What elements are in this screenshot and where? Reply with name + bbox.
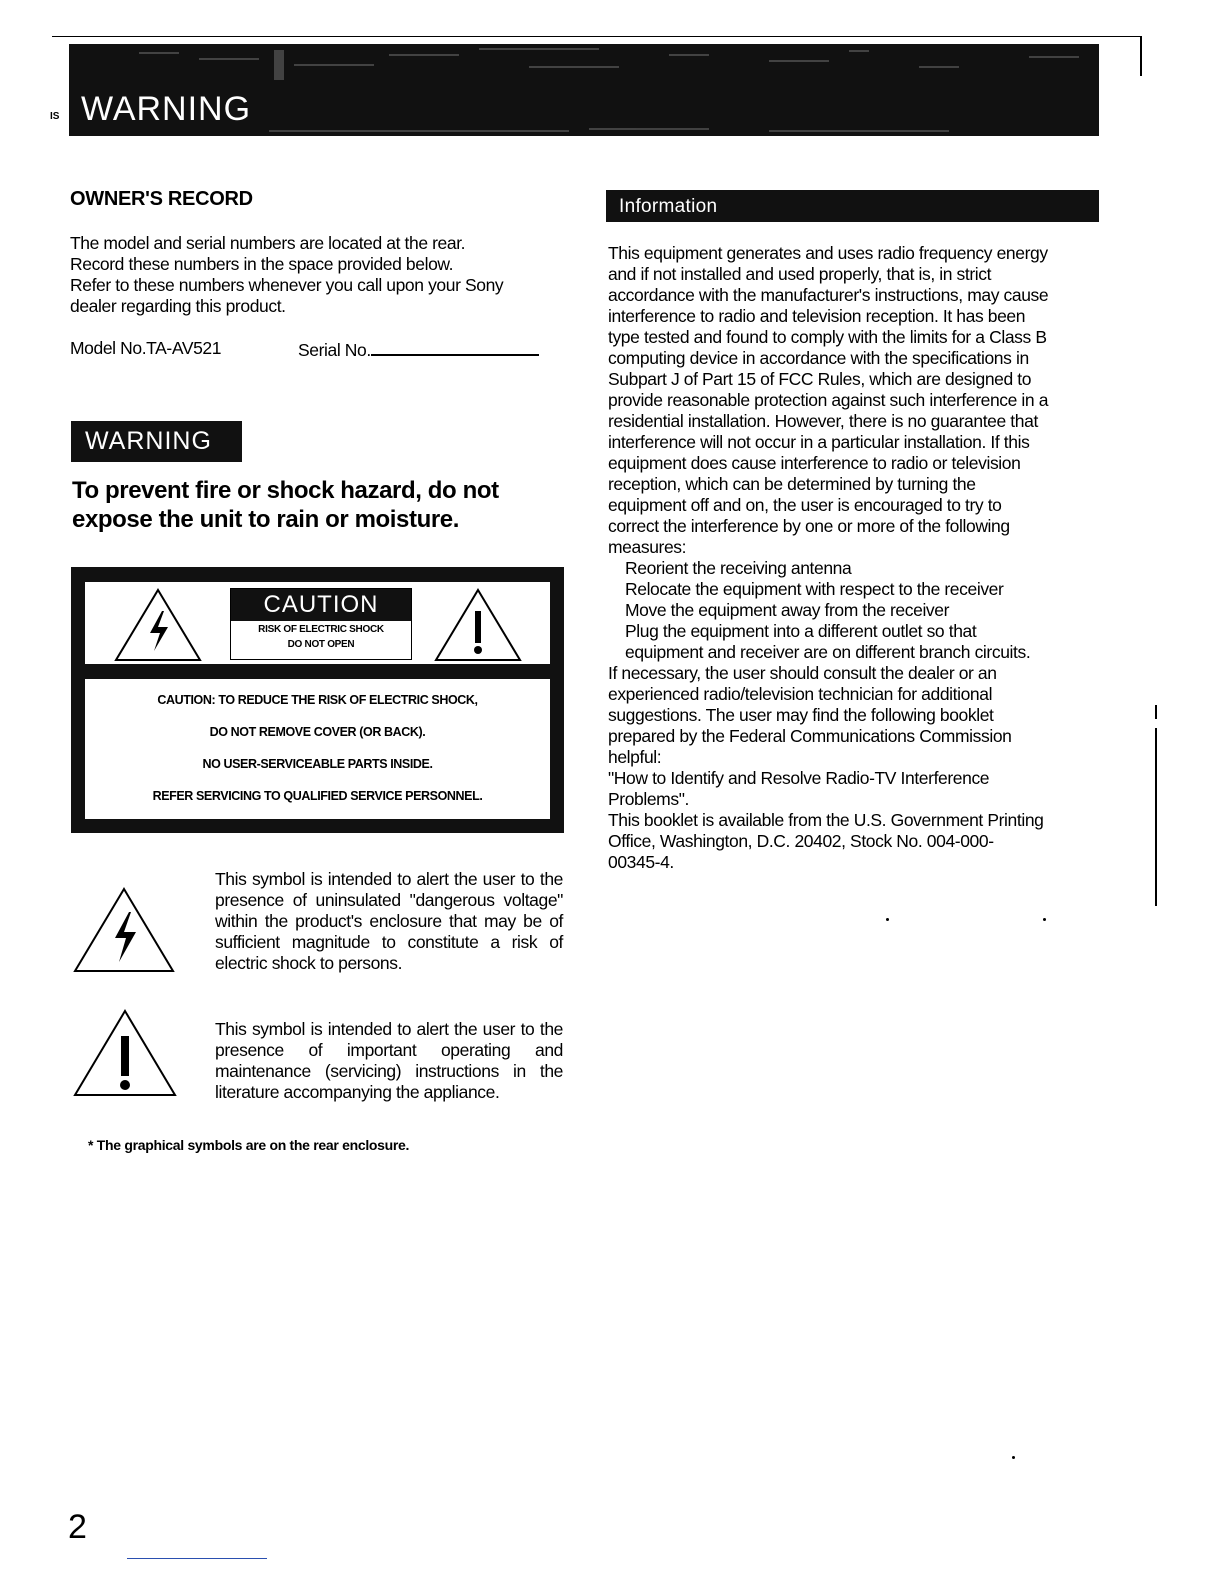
info-line: If necessary, the user should consult the dealer or an [608, 663, 997, 683]
info-line: correct the interference by one or more of the following [608, 516, 1010, 536]
info-line: and if not installed and used properly, that is, in strict [608, 264, 992, 284]
serial-field [298, 338, 539, 361]
serial-label: Serial No. [298, 340, 371, 360]
scan-speck [1043, 918, 1046, 921]
caution-label-line: RISK OF ELECTRIC SHOCK [258, 624, 384, 635]
header-banner [69, 44, 1099, 136]
model-number: Model No.TA-AV521 [70, 338, 222, 358]
owners-record-heading: OWNER'S RECORD [70, 188, 253, 210]
info-line: experienced radio/television technician for additional [608, 684, 993, 704]
caution-line: NO USER-SERVICEABLE PARTS INSIDE. [202, 757, 433, 771]
caution-line: REFER SERVICING TO QUALIFIED SERVICE PERSONNEL. [152, 789, 483, 803]
info-line: Office, Washington, D.C. 20402, Stock No. 004-000- [608, 831, 994, 851]
margin-change-bar [1155, 705, 1157, 719]
caution-text-area [85, 679, 550, 819]
information-label: Information [606, 190, 1099, 222]
serial-blank-line [371, 338, 539, 356]
caution-label-title: CAUTION [231, 589, 411, 621]
warning-statement [72, 476, 552, 534]
info-line: type tested and found to comply with the limits for a Class B [608, 327, 1047, 347]
caution-label-line: DO NOT OPEN [287, 639, 355, 650]
measure-item-continuation: equipment and receiver are on different branch circuits. [625, 642, 1031, 662]
owners-record-line: Refer to these numbers whenever you call upon your Sony [70, 275, 504, 295]
info-line: measures: [608, 537, 687, 557]
caution-label-area [85, 582, 550, 664]
top-rule-tick [1140, 36, 1142, 76]
info-line: helpful: [608, 747, 662, 767]
measure-item: Reorient the receiving antenna [625, 558, 852, 578]
exclamation-triangle-icon [72, 1008, 178, 1098]
info-line: interference to radio and television reception. It has been [608, 306, 1026, 326]
info-line: Problems". [608, 789, 689, 809]
lightning-triangle-icon [113, 587, 203, 663]
bottom-rule [127, 1558, 267, 1559]
owners-record-line: dealer regarding this product. [70, 296, 286, 316]
info-line: "How to Identify and Resolve Radio-TV Interference [608, 768, 990, 788]
voltage-symbol-text: This symbol is intended to alert the user to the presence of uninsulated "dangerous voltage" within the product's enclosure that may be of sufficient magnitude to constitute a risk of electric shock to persons. [215, 869, 563, 973]
info-line: This equipment generates and uses radio frequency energy [608, 243, 1048, 263]
warning-label: WARNING [71, 421, 242, 462]
scan-speck [886, 918, 889, 921]
info-line: reception, which can be determined by turning the [608, 474, 976, 494]
model-serial-line [70, 338, 560, 359]
owners-record-line: The model and serial numbers are located at the rear. [70, 233, 466, 253]
info-line: computing device in accordance with the specifications in [608, 348, 1029, 368]
footnote: * The graphical symbols are on the rear enclosure. [88, 1137, 410, 1153]
lightning-triangle-icon [72, 886, 176, 974]
info-line: residential installation. However, there is no guarantee that [608, 411, 1038, 431]
info-line: equipment off and on, the user is encouraged to try to [608, 495, 1002, 515]
info-line: provide reasonable protection against such interference in a [608, 390, 1049, 410]
top-rule [52, 36, 1142, 37]
owners-record-line: Record these numbers in the space provided below. [70, 254, 454, 274]
caution-line: DO NOT REMOVE COVER (OR BACK). [209, 725, 426, 739]
owners-record-text [70, 233, 560, 317]
info-line: This booklet is available from the U.S. Government Printing [608, 810, 1044, 830]
measure-item: Relocate the equipment with respect to the receiver [625, 579, 1004, 599]
exclamation-triangle-icon [433, 587, 523, 663]
warning-statement-line: expose the unit to rain or moisture. [72, 506, 459, 533]
measure-item: Plug the equipment into a different outlet so that [625, 621, 977, 641]
info-line: 00345-4. [608, 852, 674, 872]
margin-mark: IS [50, 111, 60, 122]
warning-statement-line: To prevent fire or shock hazard, do not [72, 477, 499, 504]
margin-change-bar [1155, 728, 1157, 906]
info-line: interference will not occur in a particular installation. If this [608, 432, 1030, 452]
information-text [608, 243, 1100, 873]
info-line: accordance with the manufacturer's instructions, may cause [608, 285, 1049, 305]
info-line: equipment does cause interference to radio or television [608, 453, 1021, 473]
maintenance-symbol-text: This symbol is intended to alert the user to the presence of important operating and maintenance (servicing) instructions in the literature accompanying the appliance. [215, 1019, 563, 1102]
measure-item: Move the equipment away from the receiver [625, 600, 950, 620]
caution-line: CAUTION: TO REDUCE THE RISK OF ELECTRIC SHOCK, [157, 693, 478, 707]
scan-speck [1012, 1456, 1015, 1459]
caution-panel [71, 567, 564, 833]
caution-label [230, 588, 412, 660]
info-line: suggestions. The user may find the following booklet [608, 705, 994, 725]
page-number: 2 [68, 1508, 87, 1546]
info-line: Subpart J of Part 15 of FCC Rules, which are designed to [608, 369, 1032, 389]
header-title: WARNING [81, 90, 252, 128]
info-line: prepared by the Federal Communications Commission [608, 726, 1012, 746]
